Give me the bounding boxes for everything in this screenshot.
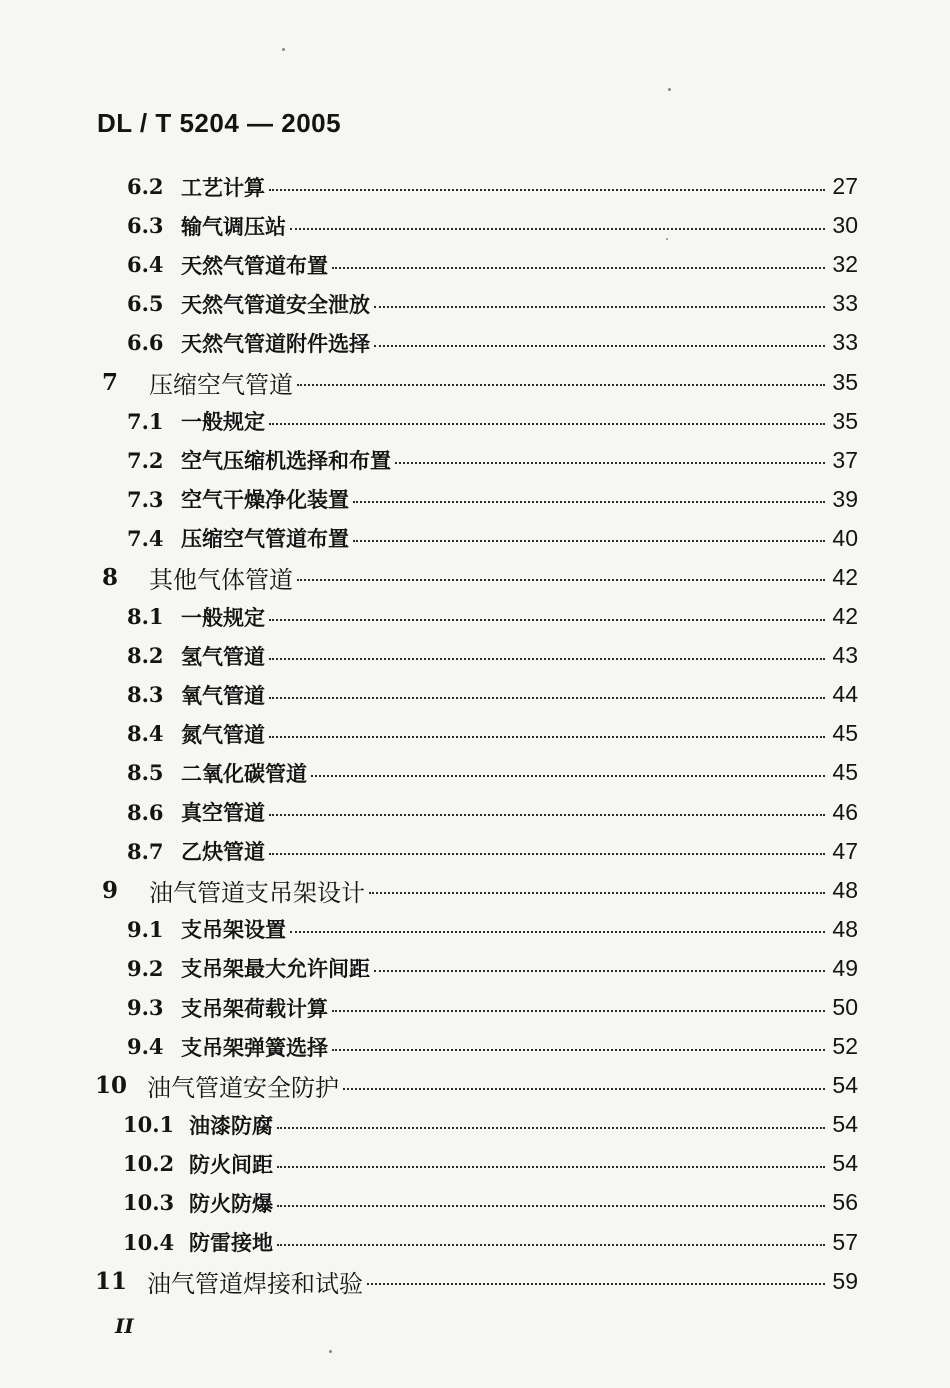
dot-leader [269,814,825,816]
dot-leader [277,1205,825,1207]
toc-entry-page: 54 [832,1111,858,1138]
toc-entry [92,245,858,284]
toc-entry-number: 10 [95,1072,128,1100]
toc-entry [92,441,858,480]
toc-entry-page: 47 [832,837,858,864]
toc-entry-title: 其他气体管道 [149,565,293,594]
dot-leader [269,619,825,621]
dot-leader [395,462,825,464]
table-of-contents [92,167,858,1301]
toc-entry [92,284,858,323]
toc-entry-title: 支吊架设置 [181,917,286,943]
dot-leader [269,189,825,191]
toc-entry-number: 9 [102,876,119,904]
toc-entry-number: 7.4 [127,525,164,551]
toc-entry-title: 一般规定 [181,409,265,435]
toc-entry-number: 9.4 [127,1034,164,1060]
dot-leader [311,775,825,777]
dot-leader [367,1283,825,1285]
dot-leader [374,345,825,347]
toc-entry [92,988,858,1027]
dot-leader [332,267,825,269]
toc-entry-title: 压缩空气管道 [149,370,293,399]
dot-leader [277,1244,825,1246]
dot-leader [269,423,825,425]
dot-leader [277,1166,825,1168]
toc-entry [92,167,858,206]
dot-leader [269,697,825,699]
toc-entry-page: 45 [832,720,858,747]
toc-entry-page: 44 [832,681,858,708]
toc-entry [92,558,858,597]
document-header: DL / T 5204 — 2005 [97,108,342,138]
toc-entry [92,323,858,362]
scan-speck [329,1350,332,1353]
toc-entry-number: 8.2 [127,643,164,669]
toc-entry-number: 8.1 [127,604,164,630]
dot-leader [374,970,825,972]
dot-leader [369,892,825,894]
toc-entry-page: 35 [832,407,858,434]
toc-entry [92,519,858,558]
toc-entry-number: 10.3 [123,1190,175,1216]
toc-entry-title: 油漆防腐 [189,1112,273,1138]
dot-leader [297,579,825,581]
dot-leader [343,1088,825,1090]
dot-leader [374,306,825,308]
toc-entry [92,1066,858,1105]
toc-entry-number: 9.3 [127,995,164,1021]
toc-entry-page: 37 [832,446,858,473]
toc-entry-number: 8.4 [127,721,164,747]
toc-entry-page: 56 [832,1189,858,1216]
toc-entry [92,1262,858,1301]
toc-entry-number: 9.2 [127,955,164,981]
toc-entry [92,480,858,519]
toc-entry-number: 6.6 [127,330,164,356]
toc-entry-page: 35 [832,368,858,395]
toc-entry [92,362,858,401]
toc-entry-page: 40 [832,524,858,551]
toc-entry [92,714,858,753]
toc-entry-number: 8.5 [127,760,164,786]
toc-entry-page: 50 [832,994,858,1021]
toc-entry [92,793,858,832]
toc-entry-number: 9.1 [127,916,164,942]
toc-entry-page: 42 [832,603,858,630]
toc-entry-number: 6.3 [127,213,164,239]
toc-entry [92,402,858,441]
dot-leader [353,540,825,542]
toc-entry [92,675,858,714]
toc-entry-page: 57 [832,1228,858,1255]
toc-entry-title: 防火间距 [189,1151,273,1177]
toc-entry [92,1027,858,1066]
toc-entry-title: 天然气管道安全泄放 [181,291,370,317]
toc-entry-title: 油气管道支吊架设计 [149,878,365,907]
toc-entry-title: 压缩空气管道布置 [181,526,349,552]
toc-entry-page: 33 [832,329,858,356]
toc-entry-page: 33 [832,290,858,317]
toc-entry-number: 11 [95,1267,128,1295]
toc-entry-title: 支吊架弹簧选择 [181,1034,328,1060]
toc-entry-title: 防火防爆 [189,1190,273,1216]
toc-entry-number: 6.2 [127,174,164,200]
toc-entry-title: 二氧化碳管道 [181,760,307,786]
dot-leader [269,736,825,738]
toc-entry [92,832,858,871]
toc-entry-title: 乙炔管道 [181,839,265,865]
toc-entry [92,871,858,910]
toc-entry-page: 32 [832,251,858,278]
toc-entry-number: 6.5 [127,291,164,317]
toc-entry-page: 43 [832,642,858,669]
toc-entry-page: 52 [832,1033,858,1060]
scan-speck [282,48,285,51]
toc-entry-page: 39 [832,485,858,512]
toc-entry [92,753,858,792]
dot-leader [269,853,825,855]
dot-leader [277,1127,825,1129]
toc-entry-page: 49 [832,954,858,981]
toc-entry-number: 8.7 [127,838,164,864]
toc-entry-number: 10.1 [123,1112,175,1138]
toc-entry [92,1144,858,1183]
toc-entry-number: 8 [102,563,119,591]
toc-entry-title: 氮气管道 [181,721,265,747]
toc-entry-number: 8.6 [127,799,164,825]
toc-entry-page: 27 [832,173,858,200]
dot-leader [269,658,825,660]
toc-entry-title: 输气调压站 [181,213,286,239]
toc-entry-title: 空气压缩机选择和布置 [181,448,391,474]
dot-leader [290,228,825,230]
toc-entry-title: 天然气管道布置 [181,252,328,278]
toc-entry-title: 油气管道焊接和试验 [147,1269,363,1298]
toc-entry-number: 7.1 [127,408,164,434]
toc-entry-title: 氢气管道 [181,643,265,669]
toc-entry-title: 支吊架最大允许间距 [181,956,370,982]
toc-entry-number: 8.3 [127,682,164,708]
toc-entry-title: 氧气管道 [181,682,265,708]
toc-entry [92,1105,858,1144]
toc-entry-page: 54 [832,1150,858,1177]
toc-entry-title: 空气干燥净化装置 [181,487,349,513]
toc-entry-number: 7 [102,368,119,396]
toc-entry-title: 天然气管道附件选择 [181,330,370,356]
toc-entry [92,1183,858,1222]
toc-entry-number: 10.4 [123,1229,175,1255]
toc-entry-title: 一般规定 [181,604,265,630]
toc-entry-title: 防雷接地 [189,1230,273,1256]
page-number-footer: II [115,1314,134,1338]
toc-entry-page: 48 [832,876,858,903]
toc-entry [92,597,858,636]
toc-entry [92,910,858,949]
toc-entry [92,1223,858,1262]
toc-entry [92,636,858,675]
toc-entry [92,206,858,245]
toc-entry-page: 45 [832,759,858,786]
toc-entry-page: 54 [832,1072,858,1099]
dot-leader [353,501,825,503]
dot-leader [332,1049,825,1051]
toc-entry-page: 48 [832,915,858,942]
toc-entry-page: 30 [832,212,858,239]
toc-entry-title: 工艺计算 [181,174,265,200]
toc-entry-number: 10.2 [123,1151,175,1177]
scan-speck [666,238,668,240]
toc-entry-title: 油气管道安全防护 [147,1074,339,1103]
toc-entry-number: 6.4 [127,252,164,278]
toc-entry-number: 7.3 [127,486,164,512]
toc-entry-page: 46 [832,798,858,825]
toc-entry-title: 真空管道 [181,800,265,826]
dot-leader [297,384,825,386]
toc-entry-page: 42 [832,563,858,590]
dot-leader [332,1010,825,1012]
toc-entry-number: 7.2 [127,447,164,473]
toc-entry-page: 59 [832,1267,858,1294]
dot-leader [290,931,825,933]
scan-speck [668,88,671,91]
toc-entry [92,949,858,988]
toc-entry-title: 支吊架荷载计算 [181,995,328,1021]
